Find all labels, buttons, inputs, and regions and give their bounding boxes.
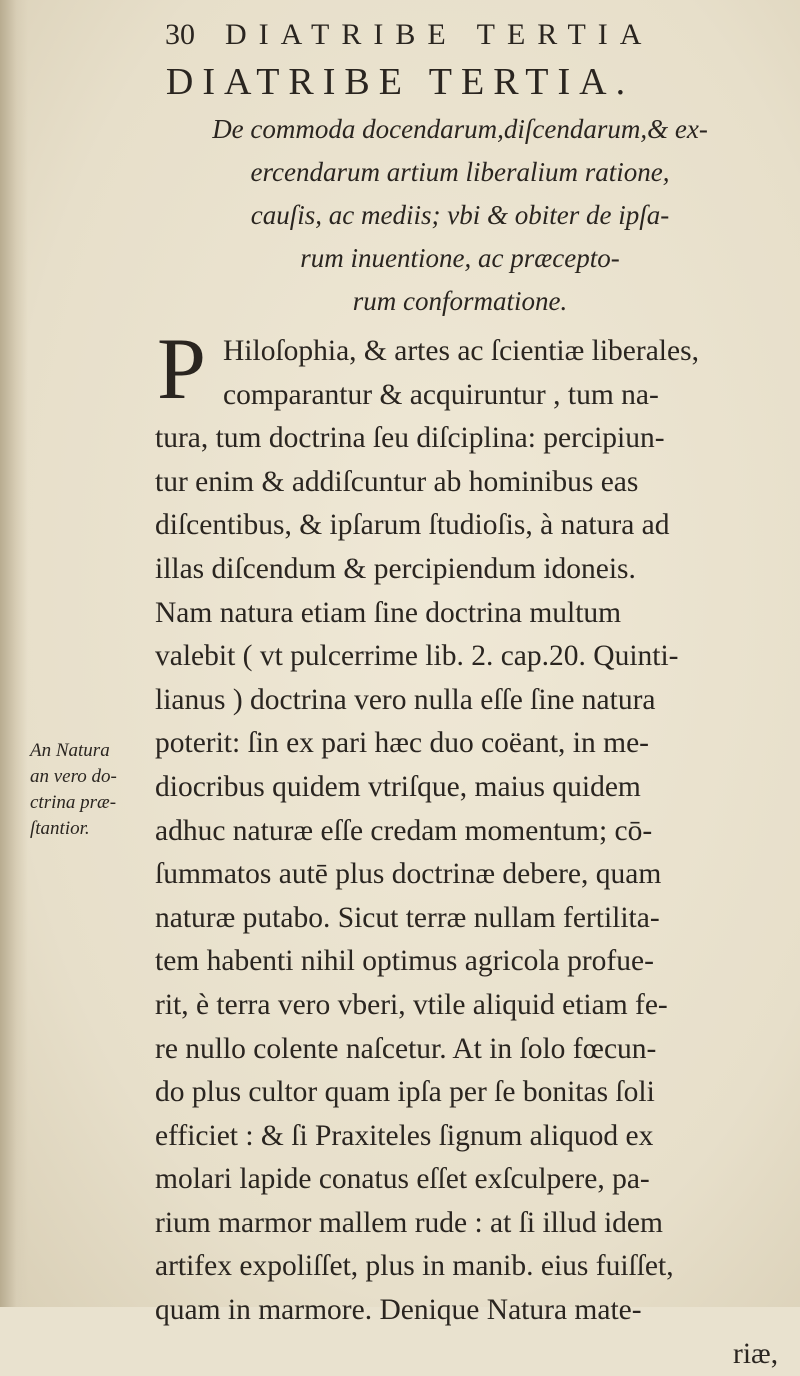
marginal-line: An Natura (30, 740, 110, 761)
subtitle-line: De commoda docendarum,diſcendarum,& ex- (212, 114, 708, 144)
text-line: adhuc naturæ eſſe credam momentum; cō- (155, 814, 653, 847)
marginal-note (30, 738, 155, 842)
text-line: naturæ putabo. Sicut terræ nullam fertilita- (155, 901, 660, 934)
running-head (165, 14, 725, 54)
text-line: artifex expoliſſet, plus in manib. eius fuiſſet, (155, 1250, 674, 1283)
page-number: 30 (165, 18, 195, 51)
subtitle-line: rum conformatione. (352, 286, 568, 316)
catchword-line: riæ, (733, 1337, 779, 1370)
text-line: re nullo colente naſcetur. At in ſolo fœcun- (155, 1032, 657, 1065)
text-line: lianus ) doctrina vero nulla eſſe ſine natura (155, 683, 656, 716)
chapter-title: DIATRIBE TERTIA. (165, 61, 635, 103)
marginal-line: an vero do- (30, 766, 117, 787)
text-line: ſummatos autē plus doctrinæ debere, quam (155, 858, 662, 891)
text-line: valebit ( vt pulcerrime lib. 2. cap.20. Quinti- (155, 640, 679, 673)
chapter-subtitle (140, 108, 780, 323)
text-line: diocribus quidem vtriſque, maius quidem (155, 770, 641, 803)
drop-cap: P (157, 321, 206, 418)
marginal-line: ctrina præ- (30, 792, 117, 813)
running-title: DIATRIBE TERTIA (225, 18, 654, 51)
text-line: rit, è terra vero vberi, vtile aliquid etiam fe- (155, 988, 668, 1021)
subtitle-line: ercendarum artium liberalium ratione, (250, 157, 670, 187)
text-line: rium marmor mallem rude : at ſi illud idem (155, 1206, 663, 1239)
text-line: poterit: ſin ex pari hæc duo coëant, in me- (155, 727, 649, 760)
text-line: tur enim & addiſcuntur ab hominibus eas (155, 465, 639, 498)
text-line: Nam natura etiam ſine doctrina multum (155, 596, 622, 629)
subtitle-line: rum inuentione, ac præcepto- (300, 243, 620, 273)
text-line: efficiet : & ſi Praxiteles ſignum aliquod ex (155, 1119, 654, 1152)
body-text (155, 330, 779, 1376)
text-line: Hiloſophia, & artes ac ſcientiæ liberales, (223, 335, 699, 367)
text-line: quam in marmore. Denique Natura mate- (155, 1294, 642, 1327)
binding-shadow (0, 0, 28, 1307)
marginal-line: ſtantior. (30, 818, 90, 839)
subtitle-line: cauſis, ac mediis; vbi & obiter de ipſa- (250, 200, 670, 230)
text-line: do plus cultor quam ipſa per ſe bonitas ſoli (155, 1076, 655, 1109)
text-line: diſcentibus, & ipſarum ſtudioſis, à natura ad (155, 509, 670, 542)
text-line: tura, tum doctrina ſeu diſciplina: percipiun- (155, 422, 665, 455)
text-line: tem habenti nihil optimus agricola profue- (155, 945, 654, 978)
text-line: illas diſcendum & percipiendum idoneis. (155, 552, 636, 585)
text-line: comparantur & acquiruntur , tum na- (223, 378, 659, 411)
text-line: molari lapide conatus eſſet exſculpere, pa- (155, 1163, 650, 1196)
